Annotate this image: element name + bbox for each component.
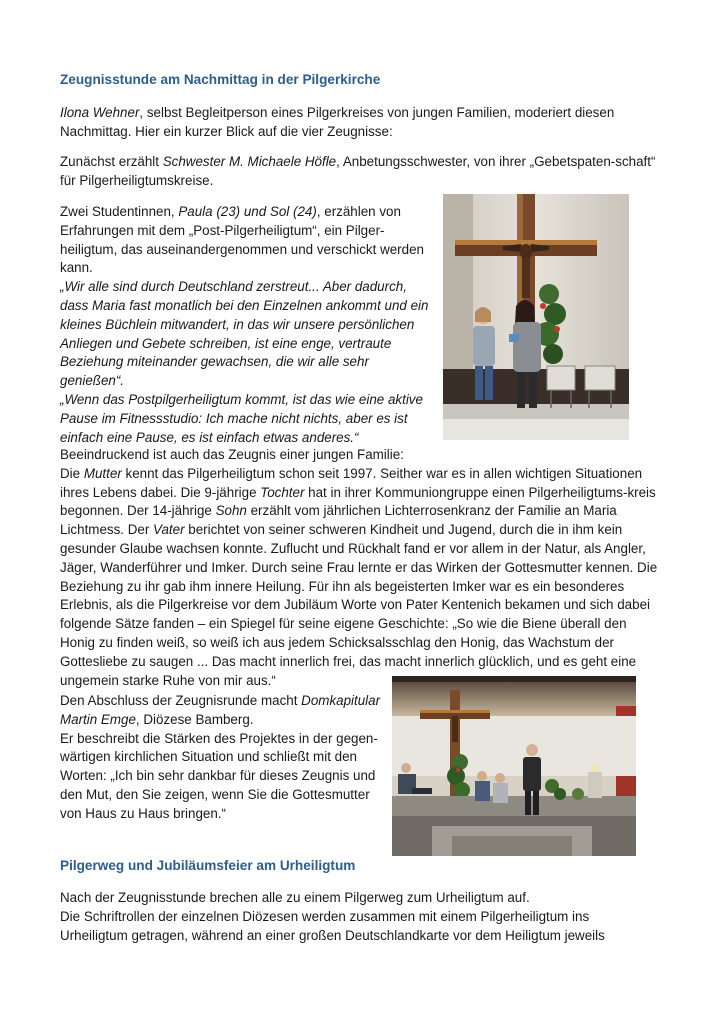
domkapitular-paragraph [60,692,385,824]
students-names: Paula (23) und Sol (24) [178,204,317,219]
family-tochter: Tochter [260,484,305,500]
students-paragraph [60,203,430,447]
sister-pre: Zunächst erzählt [60,154,163,169]
sister-name: Schwester M. Michaele Höfle [162,154,337,169]
sister-paragraph [60,153,660,191]
photo-students-on-stage [443,194,629,440]
students-post: , erzählen von Erfahrungen mit dem „Post-Pilgerheiligtum“, ein Pilger-heiligtum, das auseinandergenommen und verschickt werden kann. [60,204,424,276]
pilgerweg-paragraph [60,889,660,945]
domkapitular-body: Er beschreibt die Stärken des Projektes in der gegen-wärtigen kirchlichen Situation und schließt mit den Worten: „Ich bin sehr dankbar für dieses Zeugnis und den Mut, den Sie zeigen, wenn Sie die Gottesmutter von Haus zu Haus bringen.“ [60,730,378,821]
section-heading-pilgerweg: Pilgerweg und Jubiläumsfeier am Urheiligtum [60,858,356,873]
family-paragraph [60,446,660,690]
family-vater: Vater [153,522,185,538]
moderator-name: Ilona Wehner [60,105,140,120]
domkapitular-post: , Diözese Bamberg. [135,711,254,727]
family-intro: Beeindruckend ist auch das Zeugnis einer jungen Familie: [60,447,404,462]
intro-text: , selbst Begleitperson eines Pilgerkreises von jungen Familien, moderiert diesen Nachmittag. Hier ein kurzer Blick auf die vier Zeugnisse: [60,105,615,139]
students-quote-1: „Wir alle sind durch Deutschland zerstreut... Aber dadurch, dass Maria fast monatlich bei den Einzelnen ankommt und ein kleines Büchlein mitwandert, in das wir unsere persönlichen Anliegen und Gebete schreiben, ist eine enge, vertraute Beziehung miteinander gewachsen, die wir alle sehr genießen“. [60,279,429,389]
students-quote-2: „Wenn das Postpilgerheiligtum kommt, ist das wie eine aktive Pause im Fitnessstudio: Ich mache nicht nichts, aber es ist einfach eine Pause, es ist einfach etwas anderes.“ [60,391,423,445]
intro-paragraph [60,104,660,142]
family-text-b: kennt das Pilgerheiligtum schon seit 1997. Seither war es in allen wichtigen Situationen ihres Lebens dabei. Die 9-jährige [60,465,643,500]
domkapitular-name: Domkapitular Martin Emge [60,693,381,727]
section-heading-zeugnisstunde: Zeugnisstunde am Nachmittag in der Pilgerkirche [60,72,381,87]
family-text-c: hat in ihrer Kommuniongruppe einen Pilgerheiligtums-kreis begonnen. Der 14-jährige [60,484,656,519]
family-mutter: Mutter [83,465,122,481]
family-text-a: Die [60,465,84,481]
family-text-e: berichtet von seiner schweren Kindheit und Jugend, durch die in ihm kein gesunder Glaube wachsen konnte. Zuflucht und Rückhalt fand er vor allem in der Natur, als Angler, Jäger, Wanderführer und Imker. Durch seine Frau lernte er das Wirken der Gottesmutter kennen. Die Beziehung zu ihr gab ihm innere Heilung. Für ihn als begeisterten Imker war es ein besonderes Erlebnis, als die Pilgerkreise vor dem Jubiläum Worte von Pater Kentenich bekamen und sich dabei folgende Sätze fanden – ein Spiegel für seine eigene Geschichte: „So wie die Biene überall den Honig zu finden weiß, so weiß ich aus jedem Schicksalsschlag den Honig, das Wachstum der Gottesliebe zu saugen ... Das macht innerlich frei, das macht innerlich glücklich, und es geht eine ungemein starke Ruhe von mir aus.“ [60,522,658,688]
domkapitular-pre: Den Abschluss der Zeugnisrunde macht [60,693,302,708]
family-text-d: erzählt vom jährlichen Lichterrosenkranz der Familie an Maria Lichtmess. Der [60,503,617,538]
family-sohn: Sohn [215,503,247,519]
pilgerweg-line-2: Die Schriftrollen der einzelnen Diözesen werden zusammen mit einem Pilgerheiligtum ins Urheiligtum getragen, während an einer großen Deutschlandkarte vor dem Heiligtum jeweils [60,908,605,943]
students-pre: Zwei Studentinnen, [60,204,179,219]
sister-post: , Anbetungsschwester, von ihrer „Gebetspaten-schaft“ für Pilgerheiligtumskreise. [60,154,656,188]
photo-church-interior [392,676,636,856]
pilgerweg-line-1: Nach der Zeugnisstunde brechen alle zu einem Pilgerweg zum Urheiligtum auf. [60,890,530,905]
